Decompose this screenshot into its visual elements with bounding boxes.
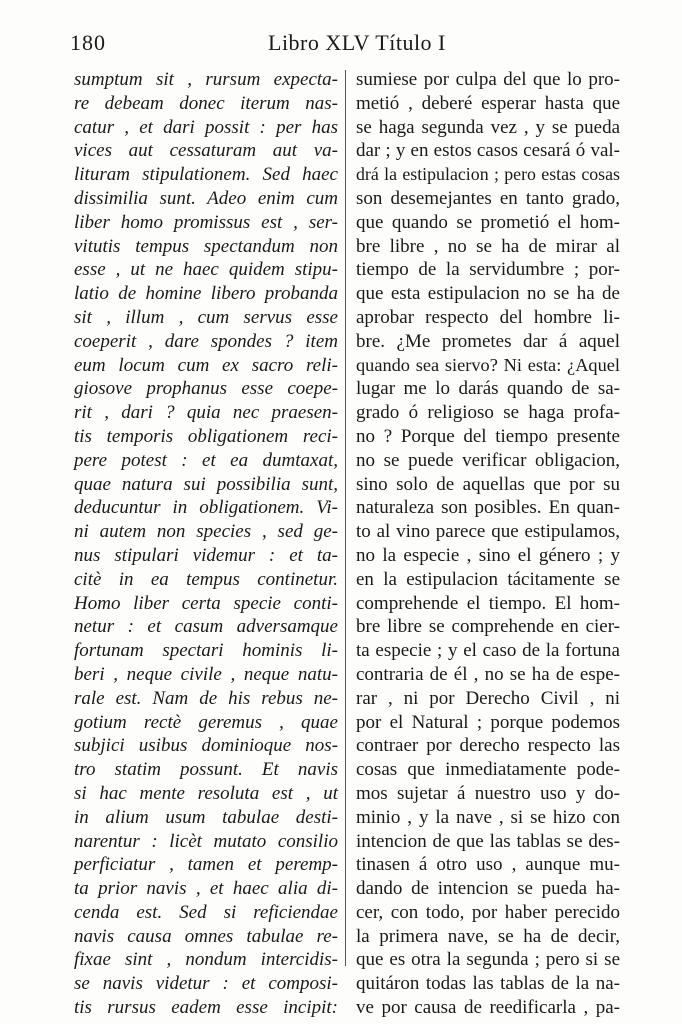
spanish-text-line: ve por causa de reedificarla , pa-: [356, 997, 620, 1019]
spanish-text-line: que esta estipulacion no se ha de: [356, 283, 620, 305]
latin-text-line: deducuntur in obligationem. Vi-: [74, 497, 338, 519]
latin-text-line: vitutis tempus spectandum non: [74, 235, 338, 257]
page-header: [70, 30, 630, 60]
latin-text-line: narentur : licèt mutato consilio: [74, 830, 338, 852]
spanish-text-line: bre. ¿Me prometes dar á aquel: [356, 330, 620, 352]
spanish-text-line: metió , deberé esperar hasta que: [356, 92, 620, 114]
latin-text-line: in alium usum tabulae desti-: [74, 806, 338, 828]
spanish-text-line: to al vino parece que estipulamos,: [356, 521, 620, 543]
spanish-text-line: lugar me lo darás quando de sa-: [356, 378, 620, 400]
latin-text-line: vices aut cessaturam aut va-: [74, 140, 338, 162]
spanish-text-line: cosas que inmediatamente pode-: [356, 759, 620, 781]
spanish-text-line: quando sea siervo? Ni esta: ¿Aquel: [356, 354, 620, 375]
spanish-text-line: no ? Porque del tiempo presente: [356, 425, 620, 447]
spanish-text-line: bre libre se comprehende en cier-: [356, 616, 620, 638]
latin-text-line: re debeam donec iterum nas-: [74, 92, 338, 114]
latin-text-line: rale est. Nam de his rebus ne-: [74, 687, 338, 709]
latin-text-line: sumptum sit , rursum expecta-: [74, 69, 338, 90]
latin-text-line: tis temporis obligationem reci-: [74, 425, 338, 447]
spanish-text-line: minio , y la nave , si se hizo con: [356, 806, 620, 828]
latin-text-line: gotium rectè geremus , quae: [74, 711, 338, 733]
latin-text-line: netur : et casum adversamque: [74, 616, 338, 638]
latin-text-line: ta prior navis , et haec alia di-: [74, 878, 338, 900]
latin-text-line: fixae sint , nondum intercidis-: [74, 949, 338, 971]
latin-text-line: giosove prophanus esse coepe-: [74, 378, 338, 400]
spanish-text-line: naturaleza son posibles. En quan-: [356, 497, 620, 519]
latin-text-line: perficiatur , tamen et peremp-: [74, 854, 338, 876]
latin-text-line: latio de homine libero probanda: [74, 283, 338, 305]
spanish-text-line: no la especie , sino el género ; y: [356, 544, 620, 566]
spanish-text-line: quitáron todas las tablas de la na-: [356, 973, 620, 995]
spanish-text-line: tinasen á otro uso , aunque mu-: [356, 854, 620, 876]
spanish-text-line: no se puede verificar obligacion,: [356, 449, 620, 471]
latin-text-line: rit , dari ? quia nec praesen-: [74, 402, 338, 424]
spanish-text-line: contraer por derecho respecto las: [356, 735, 620, 757]
spanish-text-line: por el Natural ; porque podemos: [356, 711, 620, 733]
latin-text-line: si hac mente resoluta est , ut: [74, 782, 338, 804]
spanish-text-line: rar , ni por Derecho Civil , ni: [356, 687, 620, 709]
latin-text-line: subjici usibus dominioque nos-: [74, 735, 338, 757]
latin-text-line: se navis videtur : et composi-: [74, 973, 338, 995]
spanish-text-line: que quando se prometió el hom-: [356, 211, 620, 233]
latin-text-line: citè in ea tempus continetur.: [74, 568, 338, 590]
latin-text-line: fortunam spectari hominis li-: [74, 640, 338, 662]
latin-text-line: pere potest : et ea dumtaxat,: [74, 449, 338, 471]
latin-column: [74, 68, 338, 1020]
latin-text-line: lituram stipulationem. Sed haec: [74, 164, 338, 186]
latin-text-line: esse , ut ne haec quidem stipu-: [74, 259, 338, 281]
page-number: 180: [70, 30, 106, 55]
spanish-text-line: cer, con todo, por haber perecido: [356, 901, 620, 923]
spanish-text-line: comprehende el tiempo. El hom-: [356, 592, 620, 614]
latin-text-line: nus stipulari videmur : et ta-: [74, 544, 338, 566]
spanish-text-line: sino solo de aquellas que por su: [356, 473, 620, 495]
latin-text-line: navis causa omnes tabulae re-: [74, 925, 338, 947]
latin-text-line: dissimilia sunt. Adeo enim cum: [74, 187, 338, 209]
latin-text-line: sit , illum , cum servus esse: [74, 306, 338, 328]
spanish-text-line: son desemejantes en tanto grado,: [356, 187, 620, 209]
spanish-text-line: se haga segunda vez , y se pueda: [356, 116, 620, 138]
spanish-text-line: aprobar respecto del hombre li-: [356, 306, 620, 328]
spanish-text-line: mos sujetar á nuestro uso y do-: [356, 782, 620, 804]
spanish-text-line: tiempo de la servidumbre ; por-: [356, 259, 620, 281]
spanish-text-line: grado ó religioso se haga profa-: [356, 402, 620, 424]
spanish-text-line: bre libre , no se ha de mirar al: [356, 235, 620, 257]
spanish-text-line: sumiese por culpa del que lo pro-: [356, 69, 620, 90]
spanish-text-line: la primera nave, se ha de decir,: [356, 925, 620, 947]
spanish-column: [356, 68, 620, 1020]
latin-text-line: quae natura sui possibilia sunt,: [74, 473, 338, 495]
latin-text-line: tro statim possunt. Et navis: [74, 759, 338, 781]
spanish-text-line: dando de intencion se pueda ha-: [356, 878, 620, 900]
latin-text-line: catur , et dari possit : per has: [74, 116, 338, 138]
latin-text-line: coeperit , dare spondes ? item: [74, 330, 338, 352]
column-divider: [345, 70, 346, 966]
spanish-text-line: contraria de él , no se ha de espe-: [356, 663, 620, 685]
latin-text-line: Homo liber certa specie conti-: [74, 592, 338, 614]
latin-text-line: tis rursus eadem esse incipit:: [74, 997, 338, 1019]
spanish-text-line: drá la estipulacion ; pero estas cosas: [356, 164, 620, 185]
spanish-text-line: intencion de que las tablas se des-: [356, 830, 620, 852]
latin-text-line: beri , neque civile , neque natu-: [74, 663, 338, 685]
latin-text-line: liber homo promissus est , ser-: [74, 211, 338, 233]
spanish-text-line: que es otra la segunda ; pero si se: [356, 949, 620, 971]
latin-text-line: cenda est. Sed si reficiendae: [74, 901, 338, 923]
latin-text-line: ni autem non species , sed ge-: [74, 521, 338, 543]
spanish-text-line: dar ; y en estos casos cesará ó val-: [356, 140, 620, 162]
running-title: Libro XLV Título I: [268, 30, 446, 55]
spanish-text-line: en la estipulacion tácitamente se: [356, 568, 620, 590]
spanish-text-line: ta especie ; y el caso de la fortuna: [356, 640, 620, 662]
latin-text-line: eum locum cum ex sacro reli-: [74, 354, 338, 376]
